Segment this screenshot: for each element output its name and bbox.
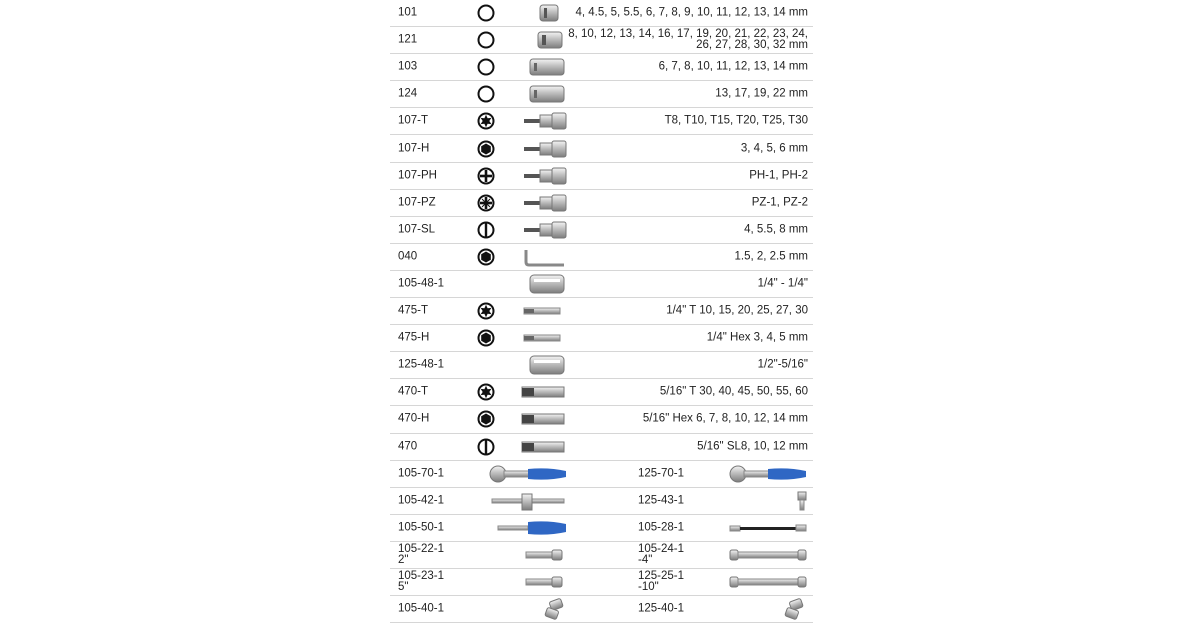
size-line: 1/4" Hex 3, 4, 5 mm [706,331,808,344]
table-row [390,217,813,244]
part-code-line: 105-23-1 [398,570,445,583]
size-line: 5/16" SL8, 10, 12 mm [697,440,808,453]
table-row-pair [390,461,813,488]
part-code: 470-T [398,385,429,398]
ext-short-icon [488,544,568,566]
part-code: 470-H [398,412,430,425]
size-line: 8, 10, 12, 13, 14, 16, 17, 19, 20, 21, 22, 23, 24, [568,28,808,41]
size-list [744,224,808,235]
part-code [398,571,444,593]
size-line: PZ-1, PZ-2 [751,196,808,209]
table-row [390,271,813,298]
hex-symbol-icon [476,328,496,348]
part-code-line: -10" [638,581,659,594]
ujoint-icon [488,598,568,620]
slot-symbol-icon [476,437,496,457]
part-code-line: 105-22-1 [398,542,445,555]
size-list [715,89,808,100]
table-row [390,163,813,190]
part-code: 107-PH [398,169,437,182]
size-line: 3, 4, 5, 6 mm [740,142,808,155]
part-code: 475-T [398,304,429,317]
size-line: 1/2"-5/16" [757,358,808,371]
size-list [707,333,808,344]
part-code-line: 125-70-1 [638,467,685,480]
size-line: 26, 27, 28, 30, 32 mm [696,39,808,52]
hex-symbol-icon [476,247,496,267]
part-code-line: 105-70-1 [398,467,445,480]
table-row [390,135,813,162]
part-code: 101 [398,6,418,19]
table-row [390,108,813,135]
size-list [749,170,808,181]
table-row [390,81,813,108]
table-row [390,27,813,54]
size-list [697,441,808,452]
part-code-line: 2" [398,553,409,566]
parts-table [390,0,813,623]
part-code [398,604,444,615]
part-code [638,604,684,615]
ext-short-icon [488,571,568,593]
part-code-line: 5" [398,581,409,594]
part-code [398,468,444,479]
part-code-line: 105-28-1 [638,521,685,534]
left-cell [390,569,601,595]
table-row-pair [390,596,813,623]
left-cell [390,488,601,514]
table-row [390,325,813,352]
part-code-line: 105-40-1 [398,602,445,615]
right-cell [630,542,813,568]
left-cell [390,596,601,622]
size-list [758,360,808,371]
flex-ext-icon [728,517,808,539]
o-ring-symbol-icon [476,30,496,50]
t-bar-icon [488,490,568,512]
size-list [734,251,808,262]
size-line: 13, 17, 19, 22 mm [715,87,808,100]
bit-long-icon [516,408,568,430]
size-list [576,8,809,19]
part-code: 107-PZ [398,196,436,209]
table-row-pair [390,542,813,569]
size-list [568,29,808,51]
bit-socket-icon [516,219,568,241]
part-code: 124 [398,87,418,100]
adapter-icon [516,273,568,295]
part-code: 475-H [398,331,430,344]
size-line: PH-1, PH-2 [749,169,808,182]
o-ring-symbol-icon [476,84,496,104]
left-cell [390,542,601,568]
size-list [660,387,808,398]
right-cell [630,596,813,622]
size-line: 5/16" T 30, 40, 45, 50, 55, 60 [659,385,808,398]
bit-socket-icon [516,138,568,160]
table-row [390,406,813,433]
o-ring-symbol-icon [476,3,496,23]
bit-socket-icon [516,110,568,132]
part-code: 105-48-1 [398,277,445,290]
part-code-line: 125-25-1 [638,570,685,583]
table-row-pair [390,569,813,596]
size-line: 6, 7, 8, 10, 11, 12, 13, 14 mm [658,60,808,73]
bit-icon [516,327,568,349]
size-line: 4, 4.5, 5, 5.5, 6, 7, 8, 9, 10, 11, 12, 13, 14 mm [575,6,808,19]
part-code-line: 105-42-1 [398,494,445,507]
size-line: T8, T10, T15, T20, T25, T30 [664,114,808,127]
right-cell [630,461,813,487]
bit-socket-icon [516,192,568,214]
size-line: 1/4" T 10, 15, 20, 25, 27, 30 [666,304,808,317]
part-code [638,468,684,479]
bit-socket-icon [516,165,568,187]
socket-long-icon [516,56,568,78]
part-code [398,544,444,566]
part-code-line: 105-50-1 [398,521,445,534]
part-code [638,571,684,593]
hex-key-icon [516,246,568,268]
part-code: 103 [398,60,418,73]
ujoint-icon [728,598,808,620]
part-code: 121 [398,33,418,46]
o-ring-symbol-icon [476,57,496,77]
torx-symbol-icon [476,301,496,321]
part-code [638,522,684,533]
slot-symbol-icon [476,220,496,240]
part-code [398,522,444,533]
left-cell [390,515,601,541]
part-code [398,495,444,506]
socket-short-icon [516,2,568,24]
tbar-small-icon [728,490,808,512]
socket-long-icon [516,83,568,105]
part-code-line: -4" [638,553,653,566]
table-row [390,379,813,406]
table-row [390,244,813,271]
right-cell [630,515,813,541]
phillips-symbol-icon [476,166,496,186]
bit-icon [516,300,568,322]
table-row [390,352,813,379]
part-code: 107-SL [398,223,436,236]
table-row [390,0,813,27]
size-list [665,116,808,127]
size-line: 4, 5.5, 8 mm [744,223,808,236]
left-cell [390,461,601,487]
right-cell [630,488,813,514]
part-code: 470 [398,440,418,453]
size-line: 1.5, 2, 2.5 mm [734,250,808,263]
part-code-line: 125-40-1 [638,602,685,615]
table-row-pair [390,488,813,515]
hex-symbol-icon [476,409,496,429]
size-list [758,278,808,289]
size-list [659,62,808,73]
table-row-pair [390,515,813,542]
spinner-icon [488,517,568,539]
part-code-line: 125-43-1 [638,494,685,507]
table-row [390,54,813,81]
pozi-symbol-icon [476,193,496,213]
part-code: 125-48-1 [398,358,445,371]
ratchet-icon [488,463,568,485]
table-row [390,434,813,461]
table-row [390,298,813,325]
ext-long-icon [728,544,808,566]
adapter-icon [516,354,568,376]
ext-long-icon [728,571,808,593]
socket-short2-icon [516,29,568,51]
size-list [752,197,808,208]
ratchet-icon [728,463,808,485]
part-code [638,495,684,506]
right-cell [630,569,813,595]
part-code-line: 105-24-1 [638,542,685,555]
part-code: 107-T [398,114,429,127]
size-line: 1/4" - 1/4" [757,277,808,290]
torx-symbol-icon [476,111,496,131]
part-code: 040 [398,250,418,263]
bit-long-icon [516,436,568,458]
size-line: 5/16" Hex 6, 7, 8, 10, 12, 14 mm [642,412,808,425]
size-list [643,414,808,425]
size-list [666,306,808,317]
torx-symbol-icon [476,382,496,402]
part-code: 107-H [398,142,430,155]
bit-long-icon [516,381,568,403]
table-row [390,190,813,217]
size-list [741,143,808,154]
hex-symbol-icon [476,139,496,159]
part-code [638,544,684,566]
